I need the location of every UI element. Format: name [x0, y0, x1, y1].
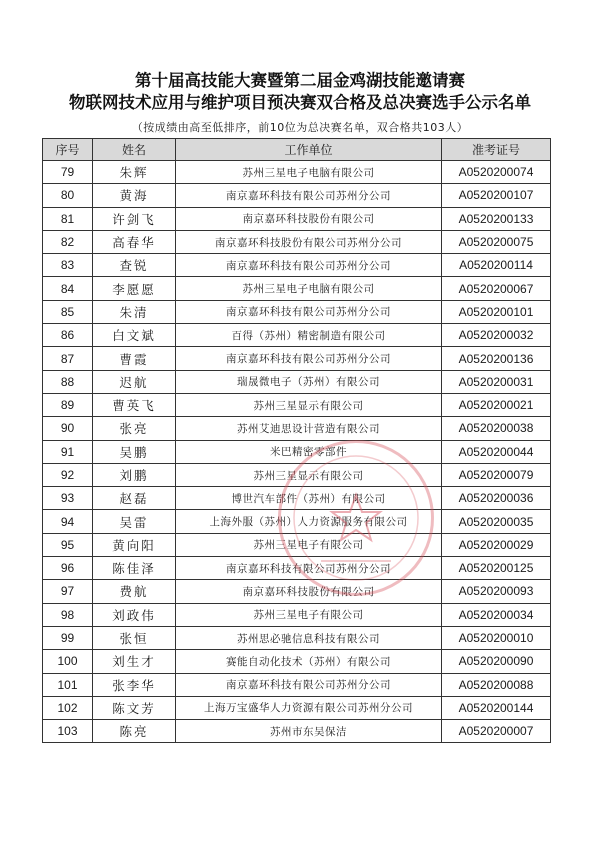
cell-work-unit: 南京嘉环科技有限公司苏州分公司: [176, 254, 442, 277]
table-row: [43, 393, 551, 416]
cell-work-unit: 百得（苏州）精密制造有限公司: [176, 324, 442, 347]
cell-name: 刘生才: [93, 650, 176, 673]
cell-work-unit: 米巴精密零部件: [176, 440, 442, 463]
cell-name: 张恒: [93, 626, 176, 649]
cell-name: 许剑飞: [93, 207, 176, 230]
cell-number: 101: [43, 673, 93, 696]
cell-work-unit: 苏州三星显示有限公司: [176, 393, 442, 416]
cell-name: 查锐: [93, 254, 176, 277]
cell-number: 89: [43, 393, 93, 416]
column-header-number: 序号: [43, 139, 93, 161]
cell-name: 赵磊: [93, 487, 176, 510]
cell-exam-id: A0520200036: [442, 487, 551, 510]
cell-work-unit: 上海万宝盛华人力资源有限公司苏州分公司: [176, 696, 442, 719]
cell-name: 迟航: [93, 370, 176, 393]
cell-number: 88: [43, 370, 93, 393]
cell-work-unit: 苏州三星电子有限公司: [176, 533, 442, 556]
cell-name: 刘鹏: [93, 463, 176, 486]
cell-exam-id: A0520200088: [442, 673, 551, 696]
cell-name: 陈佳泽: [93, 557, 176, 580]
cell-name: 朱辉: [93, 161, 176, 184]
cell-name: 吴雷: [93, 510, 176, 533]
cell-work-unit: 博世汽车部件（苏州）有限公司: [176, 487, 442, 510]
cell-work-unit: 南京嘉环科技有限公司苏州分公司: [176, 300, 442, 323]
cell-exam-id: A0520200007: [442, 720, 551, 743]
cell-work-unit: 苏州三星显示有限公司: [176, 463, 442, 486]
cell-exam-id: A0520200035: [442, 510, 551, 533]
cell-exam-id: A0520200032: [442, 324, 551, 347]
cell-name: 陈文芳: [93, 696, 176, 719]
cell-number: 95: [43, 533, 93, 556]
cell-exam-id: A0520200093: [442, 580, 551, 603]
cell-name: 吴鹏: [93, 440, 176, 463]
cell-exam-id: A0520200075: [442, 230, 551, 253]
cell-work-unit: 赛能自动化技术（苏州）有限公司: [176, 650, 442, 673]
cell-number: 98: [43, 603, 93, 626]
table-row: [43, 161, 551, 184]
cell-number: 85: [43, 300, 93, 323]
cell-work-unit: 南京嘉环科技股份有限公司苏州分公司: [176, 230, 442, 253]
cell-exam-id: A0520200010: [442, 626, 551, 649]
document-title-line-2: 物联网技术应用与维护项目预决赛双合格及总决赛选手公示名单: [69, 93, 531, 112]
official-seal-stamp: [278, 440, 434, 596]
cell-exam-id: A0520200029: [442, 533, 551, 556]
table-row: [43, 650, 551, 673]
cell-number: 87: [43, 347, 93, 370]
cell-exam-id: A0520200021: [442, 393, 551, 416]
cell-name: 陈亮: [93, 720, 176, 743]
cell-exam-id: A0520200136: [442, 347, 551, 370]
cell-exam-id: A0520200038: [442, 417, 551, 440]
cell-number: 86: [43, 324, 93, 347]
cell-work-unit: 苏州三星电子电脑有限公司: [176, 161, 442, 184]
table-row: [43, 603, 551, 626]
table-row: [43, 300, 551, 323]
cell-exam-id: A0520200114: [442, 254, 551, 277]
cell-work-unit: 南京嘉环科技有限公司苏州分公司: [176, 557, 442, 580]
cell-exam-id: A0520200090: [442, 650, 551, 673]
table-row: [43, 254, 551, 277]
cell-number: 84: [43, 277, 93, 300]
cell-number: 83: [43, 254, 93, 277]
table-row: [43, 347, 551, 370]
cell-name: 曹英飞: [93, 393, 176, 416]
cell-number: 92: [43, 463, 93, 486]
table-row: [43, 277, 551, 300]
cell-number: 93: [43, 487, 93, 510]
cell-work-unit: 南京嘉环科技有限公司苏州分公司: [176, 347, 442, 370]
cell-name: 黄向阳: [93, 533, 176, 556]
cell-name: 黄海: [93, 184, 176, 207]
cell-exam-id: A0520200101: [442, 300, 551, 323]
table-row: [43, 324, 551, 347]
cell-work-unit: 上海外服（苏州）人力资源服务有限公司: [176, 510, 442, 533]
cell-number: 96: [43, 557, 93, 580]
document-subtitle: （按成绩由高至低排序，前10位为总决赛名单，双合格共103人）: [131, 121, 469, 134]
cell-exam-id: A0520200144: [442, 696, 551, 719]
cell-name: 曹霞: [93, 347, 176, 370]
column-header-exam-id: 准考证号: [442, 139, 551, 161]
cell-name: 刘政伟: [93, 603, 176, 626]
cell-number: 102: [43, 696, 93, 719]
cell-exam-id: A0520200044: [442, 440, 551, 463]
table-header-row: [43, 139, 551, 161]
cell-exam-id: A0520200125: [442, 557, 551, 580]
cell-work-unit: 苏州市东吴保洁: [176, 720, 442, 743]
cell-work-unit: 南京嘉环科技股份有限公司: [176, 207, 442, 230]
cell-work-unit: 南京嘉环科技有限公司苏州分公司: [176, 184, 442, 207]
cell-name: 张亮: [93, 417, 176, 440]
cell-number: 82: [43, 230, 93, 253]
cell-exam-id: A0520200133: [442, 207, 551, 230]
table-row: [43, 370, 551, 393]
cell-exam-id: A0520200074: [442, 161, 551, 184]
cell-name: 李愿愿: [93, 277, 176, 300]
cell-name: 高春华: [93, 230, 176, 253]
table-row: [43, 207, 551, 230]
cell-name: 费航: [93, 580, 176, 603]
cell-number: 81: [43, 207, 93, 230]
cell-exam-id: A0520200031: [442, 370, 551, 393]
cell-number: 97: [43, 580, 93, 603]
table-row: [43, 626, 551, 649]
cell-name: 张李华: [93, 673, 176, 696]
table-row: [43, 673, 551, 696]
table-row: [43, 230, 551, 253]
cell-work-unit: 苏州三星电子电脑有限公司: [176, 277, 442, 300]
cell-number: 94: [43, 510, 93, 533]
table-row: [43, 184, 551, 207]
cell-work-unit: 苏州思必驰信息科技有限公司: [176, 626, 442, 649]
cell-work-unit: 瑞晟微电子（苏州）有限公司: [176, 370, 442, 393]
cell-number: 80: [43, 184, 93, 207]
column-header-name: 姓名: [93, 139, 176, 161]
table-row: [43, 417, 551, 440]
cell-name: 朱清: [93, 300, 176, 323]
cell-number: 100: [43, 650, 93, 673]
cell-work-unit: 苏州艾迪思设计营造有限公司: [176, 417, 442, 440]
cell-number: 90: [43, 417, 93, 440]
cell-exam-id: A0520200107: [442, 184, 551, 207]
cell-number: 103: [43, 720, 93, 743]
contestant-table: [42, 138, 551, 743]
table-row: [43, 720, 551, 743]
cell-exam-id: A0520200034: [442, 603, 551, 626]
cell-number: 99: [43, 626, 93, 649]
cell-number: 79: [43, 161, 93, 184]
cell-work-unit: 苏州三星电子有限公司: [176, 603, 442, 626]
column-header-unit: 工作单位: [176, 139, 442, 161]
cell-exam-id: A0520200067: [442, 277, 551, 300]
cell-exam-id: A0520200079: [442, 463, 551, 486]
document-title-line-1: 第十届高技能大赛暨第二届金鸡湖技能邀请赛: [135, 71, 465, 90]
cell-work-unit: 南京嘉环科技股份有限公司: [176, 580, 442, 603]
cell-work-unit: 南京嘉环科技有限公司苏州分公司: [176, 673, 442, 696]
cell-name: 白文斌: [93, 324, 176, 347]
table-row: [43, 696, 551, 719]
cell-number: 91: [43, 440, 93, 463]
